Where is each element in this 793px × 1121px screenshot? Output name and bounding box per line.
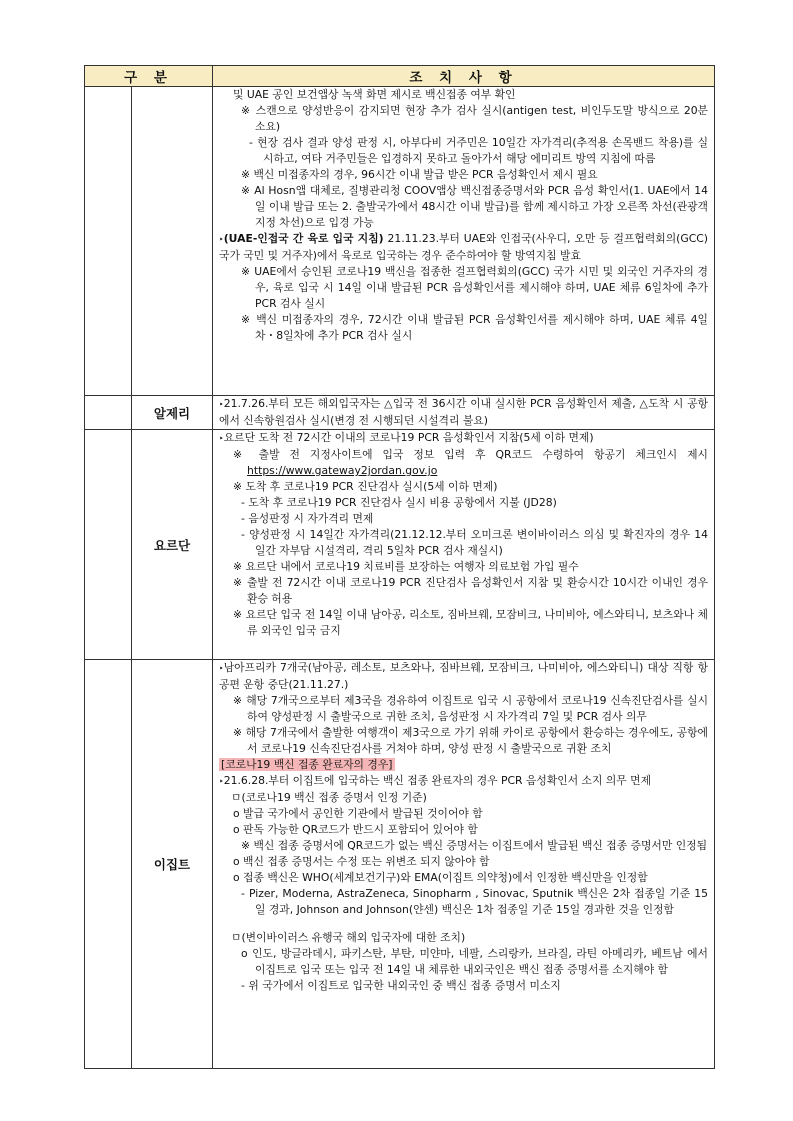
list-item: ※ UAE에서 승인된 코로나19 백신을 접종한 걸프협력회의(GCC) 국가 시민 및 외국인 거주자의 경우, 육로 입국 시 14일 이내 발급된 PCR 음성확인서를 제시해야 하며, UAE 체류 6일차에 추가 PCR 검사 실시 [241,265,708,310]
list-item: ※ 도착 후 코로나19 PCR 진단검사 실시(5세 이하 면제) [233,480,498,493]
table-row-jordan [85,430,715,660]
list-item: o 발급 국가에서 공인한 기관에서 발급된 것이어야 함 [233,807,483,820]
list-item [219,660,708,693]
measures-cell-egypt [213,660,715,1069]
measures-table [84,65,715,1069]
list-item: ※ 요르단 내에서 코로나19 치료비를 보장하는 여행자 의료보험 가입 필수 [233,560,579,573]
bullet-triangle-icon: ‣ [219,777,224,786]
list-item: ※ 백신 접종 증명서에 QR코드가 없는 백신 증명서는 이집트에서 발급된 백신 접종 증명서만 인정됨 [241,839,708,852]
gateway-link[interactable]: https://www.gateway2jordan.gov.jo [247,464,438,477]
header-category: 구 분 [85,66,213,87]
list-item [219,430,708,447]
list-item-text: 21.6.28.부터 이집트에 입국하는 백신 접종 완료자의 경우 PCR 음성확인서 소지 의무 면제 [223,774,652,787]
table-row-algeria [85,396,715,430]
list-item-text: 남아프리카 7개국(남아공, 레소토, 보츠와나, 짐바브웨, 모잠비크, 나미비아, 에스와티니) 대상 직항 항공편 운항 중단(21.11.27.) [219,661,708,691]
country-cell-algeria: 알제리 [132,396,213,430]
list-item: ※ 출발 전 72시간 이내 코로나19 PCR 진단검사 음성확인서 지참 및 환승시간 10시간 이내인 경우 환승 허용 [233,576,708,605]
header-measures: 조 치 사 항 [213,66,715,87]
list-item: ※ 백신 미접종자의 경우, 96시간 이내 발급 받은 PCR 음성확인서 제시 필요 [241,168,598,181]
list-item: - Pizer, Moderna, AstraZeneca, Sinopharm , Sinovac, Sputnik 백신은 2차 접종일 기준 15일 경과, Johnson and Johnson(얀센) 백신은 1차 접종일 기준 15일 경과한 것을 인정함 [241,887,708,916]
table-row-uae [85,87,715,396]
bullet-triangle-icon: ‣ [219,235,224,244]
measures-cell-algeria [213,396,715,430]
list-item: ※ Al Hosn앱 대체로, 질병관리청 COOV앱상 백신접종증명서와 PCR 음성 확인서(1. UAE에서 14일 이내 발급 또는 2. 출발국가에서 48시간 이내 발급)를 함께 제시하고 가장 오른쪽 차선(관광객 지정 차선)으로 입경 가능 [241,184,708,229]
measures-cell-jordan [213,430,715,660]
list-item: ※ 해당 7개국으로부터 제3국을 경유하여 이집트로 입국 시 공항에서 코로나19 신속진단검사를 실시하여 양성판정 시 출발국으로 귀한 조치, 음성판정 시 자가격리 7일 및 PCR 검사 의무 [233,694,708,723]
country-cell-egypt: 이집트 [132,660,213,1069]
list-item: - 양성판정 시 14일간 자가격리(21.12.12.부터 오미크론 변이바이러스 의심 및 확진자의 경우 14일간 자부담 시설격리, 격리 5일차 PCR 검사 재실시) [241,528,708,557]
list-item: ㅁ(코로나19 백신 접종 증명서 인정 기준) [231,791,427,804]
list-item [219,773,708,790]
list-item [219,231,708,264]
list-item: o 접종 백신은 WHO(세계보건기구)와 EMA(이집트 의약청)에서 인정한 백신만을 인정함 [233,871,648,884]
list-item: o 백신 접종 증명서는 수정 또는 위변조 되지 않아야 함 [233,855,490,868]
country-cell-jordan: 요르단 [132,430,213,660]
list-item: ㅁ(변이바이러스 유행국 해외 입국자에 대한 조치) [231,931,466,944]
list-item: - 음성판정 시 자가격리 면제 [241,512,374,525]
bullet-triangle-icon: ‣ [219,664,224,673]
list-item [219,396,708,429]
region-cell [85,87,132,396]
table-header-row [85,66,715,87]
list-item: ※ 스캔으로 양성반응이 감지되면 현장 추가 검사 실시(antigen test, 비인두도말 방식으로 20분 소요) [241,104,708,133]
list-item-text: 21.7.26.부터 모든 해외입국자는 △입국 전 36시간 이내 실시한 PCR 음성확인서 제출, △도착 시 공항에서 신속항원검사 실시(변경 전 시행되던 시설격리 불요) [219,397,708,427]
list-item: - 위 국가에서 이집트로 입국한 내외국인 중 백신 접종 증명서 미소지 [241,979,561,992]
list-item: 및 UAE 공인 보건앱상 녹색 화면 제시로 백신접종 여부 확인 [233,88,516,101]
section-text: 21.11.23.부터 UAE와 인접국(사우디, 오만 등 걸프협력회의(GCC) 국가 국민 및 거주자)에서 육로로 입국하는 경우 준수하여야 할 방역지침 발효 [219,232,708,262]
list-item-text: 요르단 도착 전 72시간 이내의 코로나19 PCR 음성확인서 지참(5세 이하 면제) [223,431,594,444]
list-item: ※ 해당 7개국에서 출발한 여행객이 제3국으로 가기 위해 카이로 공항에서 환승하는 경우에도, 공항에서 코로나19 신속진단검사를 거쳐야 하며, 양성 판정 시 출발국으로 귀환 조치 [233,726,708,755]
bullet-triangle-icon: ‣ [219,434,224,443]
highlighted-heading: [코로나19 백신 접종 완료자의 경우] [221,758,393,771]
region-cell [85,660,132,1069]
list-item: o 인도, 방글라데시, 파키스탄, 부탄, 미얀마, 네팔, 스리랑카, 브라질, 라틴 아메리카, 베트남 에서 이집트로 입국 또는 입국 전 14일 내 체류한 내외국인은 백신 접종 증명서를 소지해야 함 [241,947,708,976]
table-row-egypt [85,660,715,1069]
country-cell-uae [132,87,213,396]
list-item [219,757,708,773]
section-heading: (UAE-인접국 간 육로 입국 지침) [223,232,384,245]
list-item: ※ 백신 미접종자의 경우, 72시간 이내 발급된 PCR 음성확인서를 제시해야 하며, UAE 체류 4일차・8일차에 추가 PCR 검사 실시 [241,313,708,342]
spacer [219,918,708,930]
list-item: - 도착 후 코로나19 PCR 진단검사 실시 비용 공항에서 지불 (JD28) [241,496,557,509]
measures-cell-uae [213,87,715,396]
list-item-text: ※ 출발 전 지정사이트에 입국 정보 입력 후 QR코드 수령하여 항공기 체크인시 제시 [233,448,708,461]
list-item [219,447,708,479]
list-item: ※ 요르단 입국 전 14일 이내 남아공, 리소토, 짐바브웨, 모잠비크, 나미비아, 에스와티니, 보츠와나 체류 외국인 입국 금지 [233,608,708,637]
region-cell [85,430,132,660]
bullet-triangle-icon: ‣ [219,400,224,409]
list-item: - 현장 검사 결과 양성 판정 시, 아부다비 거주민은 10일간 자가격리(추적용 손목밴드 착용)를 실시하고, 여타 거주민들은 입경하지 못하고 돌아가서 해당 에미리트 방역 지침에 따름 [249,136,708,165]
list-item: o 판독 가능한 QR코드가 반드시 포함되어 있어야 함 [233,823,478,836]
region-cell [85,396,132,430]
